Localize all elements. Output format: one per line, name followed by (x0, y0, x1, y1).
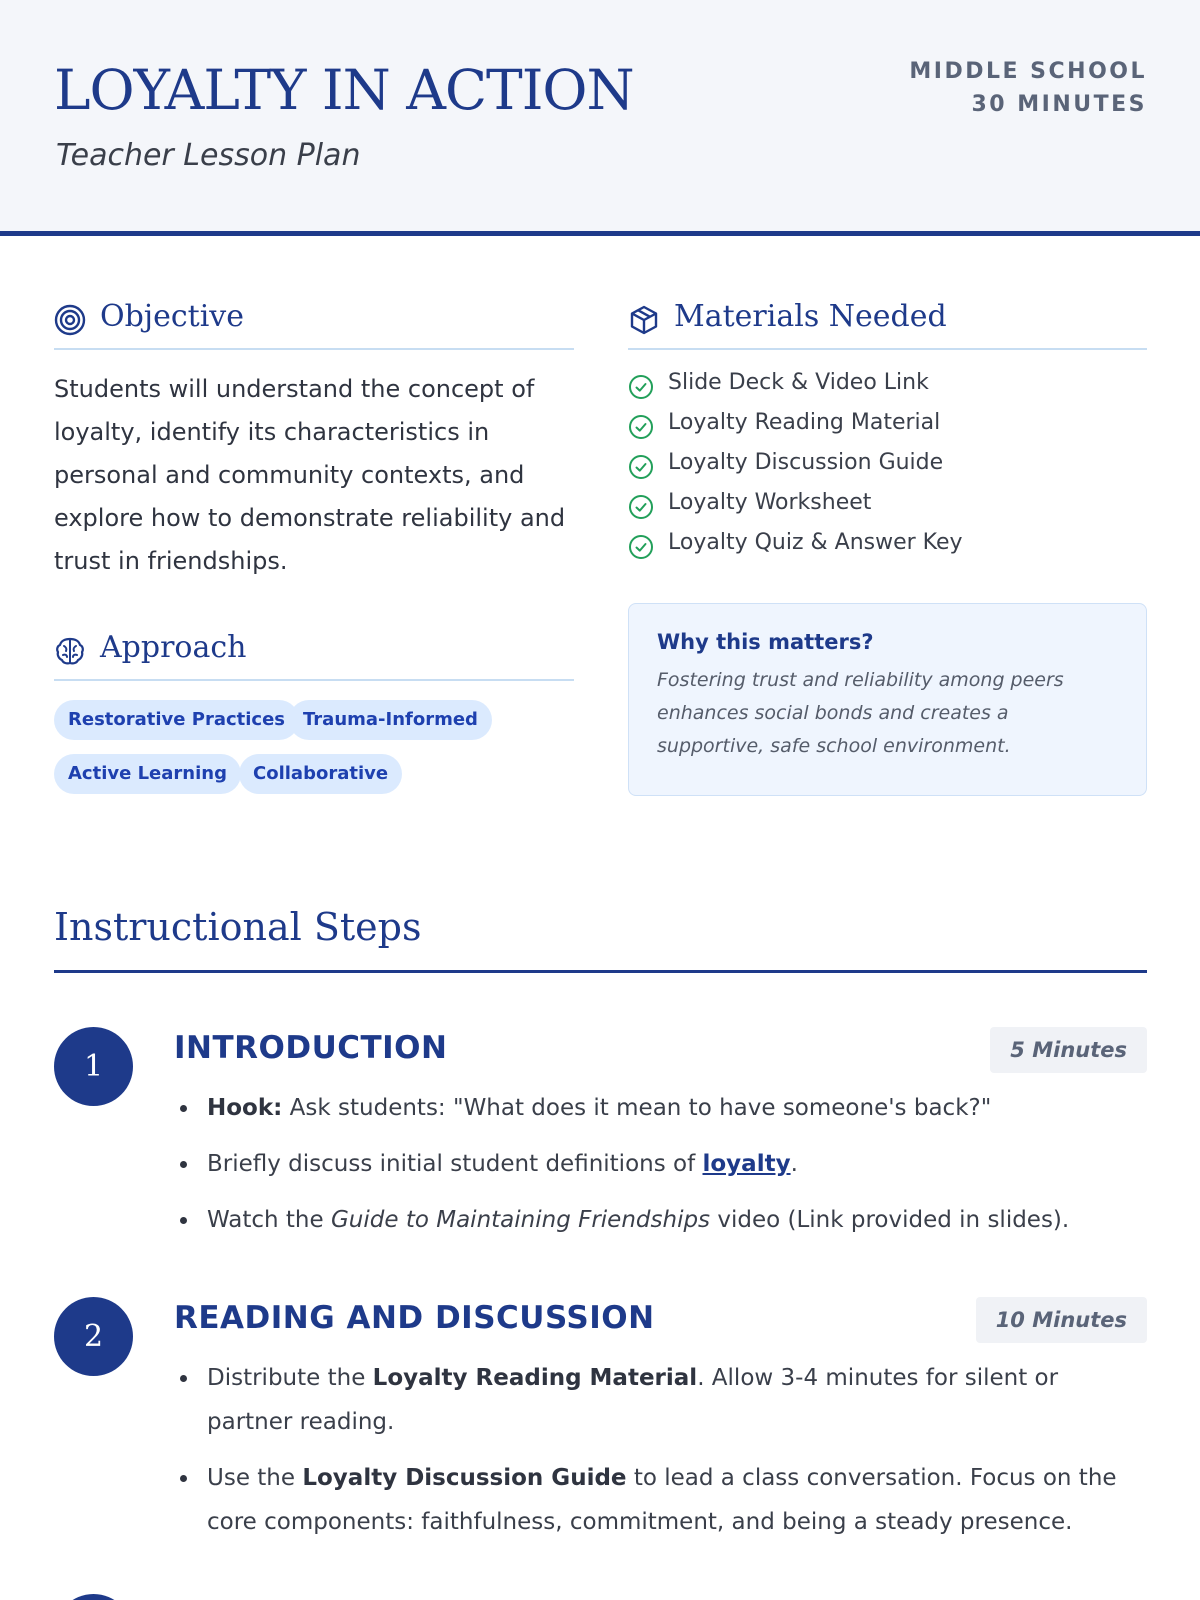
approach-heading (54, 627, 574, 681)
check-circle-icon (628, 454, 654, 480)
list-item (207, 1456, 1147, 1544)
bullet-bold: Hook: (207, 1095, 283, 1121)
why-text: Fostering trust and reliability among peers enhances social bonds and creates a supportive, safe school environment. (657, 669, 1064, 757)
grade-level: MIDDLE SCHOOL (909, 59, 1147, 84)
check-circle-icon (628, 414, 654, 440)
target-icon (54, 304, 86, 336)
lesson-meta (909, 55, 1147, 121)
package-icon (628, 304, 660, 336)
material-label: Loyalty Worksheet (668, 490, 872, 515)
step-number-2: 2 (54, 1297, 133, 1376)
step-title-introduction: INTRODUCTION (174, 1030, 448, 1066)
list-item (207, 1086, 1147, 1130)
step-2-bullets (207, 1356, 1147, 1556)
brain-icon (54, 635, 86, 667)
list-item (207, 1142, 1147, 1186)
material-label: Loyalty Discussion Guide (668, 450, 944, 475)
check-circle-icon (628, 374, 654, 400)
divider (54, 970, 1147, 973)
video-title: Guide to Maintaining Friendships (330, 1207, 711, 1233)
tag-restorative-practices: Restorative Practices (54, 700, 299, 740)
lesson-duration: 30 MINUTES (971, 92, 1147, 117)
bullet-text: Distribute the (207, 1365, 373, 1391)
step-duration-badge: 10 Minutes (976, 1297, 1147, 1343)
bullet-text: . (790, 1151, 798, 1177)
page-title: LOYALTY IN ACTION (54, 58, 634, 122)
material-label: Loyalty Reading Material (668, 410, 941, 435)
bullet-text: Ask students: "What does it mean to have someone's back?" (282, 1095, 992, 1121)
page-header (0, 0, 1200, 236)
step-1-bullets (207, 1086, 1147, 1254)
tag-trauma-informed: Trauma-Informed (289, 700, 492, 740)
tag-collaborative: Collaborative (239, 754, 402, 794)
bullet-bold: Loyalty Reading Material (372, 1365, 698, 1391)
bullet-bold: Loyalty Discussion Guide (302, 1465, 627, 1491)
why-this-matters-box (628, 603, 1147, 796)
step-number-1: 1 (54, 1027, 133, 1106)
bullet-text: Watch the (207, 1207, 331, 1233)
step-title-reading-discussion: READING AND DISCUSSION (174, 1300, 655, 1336)
objective-label: Objective (100, 299, 245, 334)
check-circle-icon (628, 534, 654, 560)
bullet-text: . Allow 3-4 minutes for silent or partner reading. (207, 1365, 1059, 1435)
material-label: Slide Deck & Video Link (668, 370, 929, 395)
list-item (207, 1198, 1147, 1242)
material-label: Loyalty Quiz & Answer Key (668, 530, 963, 555)
tag-active-learning: Active Learning (54, 754, 241, 794)
bullet-text: video (Link provided in slides). (710, 1207, 1070, 1233)
materials-label: Materials Needed (674, 299, 947, 334)
step-duration-badge: 5 Minutes (990, 1027, 1147, 1073)
step-number-3-partial (54, 1594, 133, 1600)
check-circle-icon (628, 494, 654, 520)
page-subtitle: Teacher Lesson Plan (56, 138, 361, 173)
steps-heading: Instructional Steps (54, 905, 422, 949)
objective-heading (54, 296, 574, 350)
loyalty-link[interactable]: loyalty (702, 1151, 791, 1177)
bullet-text: Use the (207, 1465, 303, 1491)
bullet-text: Briefly discuss initial student definitions of (207, 1151, 703, 1177)
materials-heading (628, 296, 1147, 350)
list-item (207, 1356, 1147, 1444)
objective-text: Students will understand the concept of loyalty, identify its characteristics in personal and community contexts, and explore how to demonstrate reliability and trust in friendships. (54, 375, 566, 575)
bullet-text: to lead a class conversation. Focus on the core components: faithfulness, commitment, and being a steady presence. (207, 1465, 1117, 1535)
approach-label: Approach (100, 630, 247, 665)
why-title: Why this matters? (657, 630, 874, 654)
